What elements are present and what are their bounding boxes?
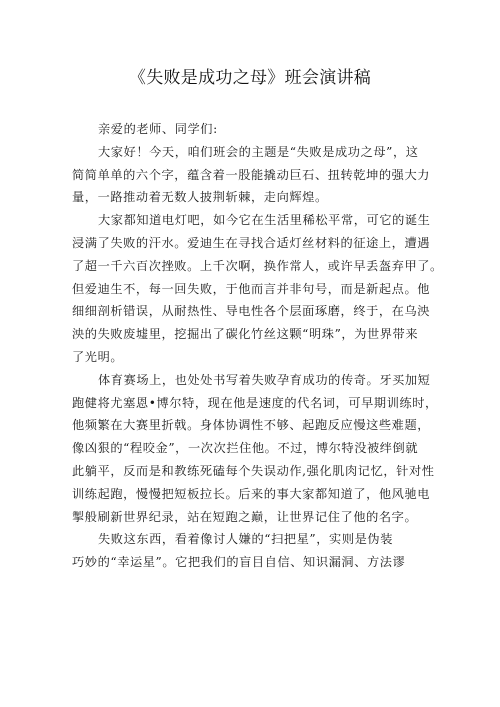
paragraph-line: 训练起跑，慢慢把短板拉长。后来的事大家都知道了，他风驰电 bbox=[72, 486, 431, 501]
paragraph-line: 掣般刷新世界纪录，站在短跑之巅，让世界记住了他的名字。 bbox=[72, 509, 418, 524]
paragraph-line: 但爱迪生不，每一回失败，于他而言并非句号，而是新起点。他 bbox=[72, 281, 431, 296]
paragraph-line: 了超一千六百次挫败。上千次啊，换作常人，或许早丢盔弃甲了。 bbox=[72, 258, 443, 273]
salutation: 亲爱的老师、同学们: bbox=[98, 122, 218, 136]
paragraph-lucky-star bbox=[72, 528, 432, 574]
paragraph-line: 跑健将尤塞恩•博尔特，现在他是速度的代名词，可早期训练时， bbox=[72, 395, 438, 410]
paragraph-line: 细细剖析错误，从耐热性、导电性各个层面琢磨，终于，在乌泱 bbox=[72, 304, 431, 319]
paragraph-line: 了光明。 bbox=[72, 349, 124, 364]
paragraph-line: 泱的失败废墟里，挖掘出了碳化竹丝这颗“明珠”，为世界带来 bbox=[72, 327, 419, 342]
document-body bbox=[72, 118, 443, 574]
paragraph-line: 他频繁在大赛里折戟。身体协调性不够、起跑反应慢这些难题， bbox=[72, 418, 431, 433]
paragraph-edison bbox=[72, 209, 443, 369]
paragraph-line: 巧妙的“幸运星”。它把我们的盲目自信、知识漏洞、方法谬 bbox=[72, 555, 406, 570]
paragraph-line: 大家好！今天，咱们班会的主题是“失败是成功之母”，这 bbox=[98, 144, 419, 159]
paragraph-line: 量，一路推动着无数人披荆斩棘，走向辉煌。 bbox=[72, 190, 328, 205]
paragraph-line: 大家都知道电灯吧，如今它在生活里稀松平常，可它的诞生 bbox=[98, 213, 431, 228]
paragraph-line: 简简单单的六个字，蕴含着一股能撬动巨石、扭转乾坤的强大力 bbox=[72, 167, 431, 182]
paragraph-line: 体育赛场上，也处处书写着失败孕育成功的传奇。牙买加短 bbox=[98, 372, 431, 387]
paragraph-line: 像凶狠的“程咬金”，一次次拦住他。不过，博尔特没被绊倒就 bbox=[72, 441, 419, 456]
paragraph-line: 此躺平，反而是和教练死磕每个失误动作,强化肌肉记忆，针对性 bbox=[72, 463, 435, 478]
paragraph-bolt bbox=[72, 369, 438, 529]
paragraph-greeting bbox=[72, 141, 432, 209]
document-title: 《失败是成功之母》班会演讲稿 bbox=[128, 68, 372, 88]
paragraph-line: 浸满了失败的汗水。爱迪生在寻找合适灯丝材料的征途上，遭遇 bbox=[72, 235, 431, 250]
paragraph-line: 失败这东西，看着像讨人嫌的“扫把星”，实则是伪装 bbox=[98, 532, 393, 547]
